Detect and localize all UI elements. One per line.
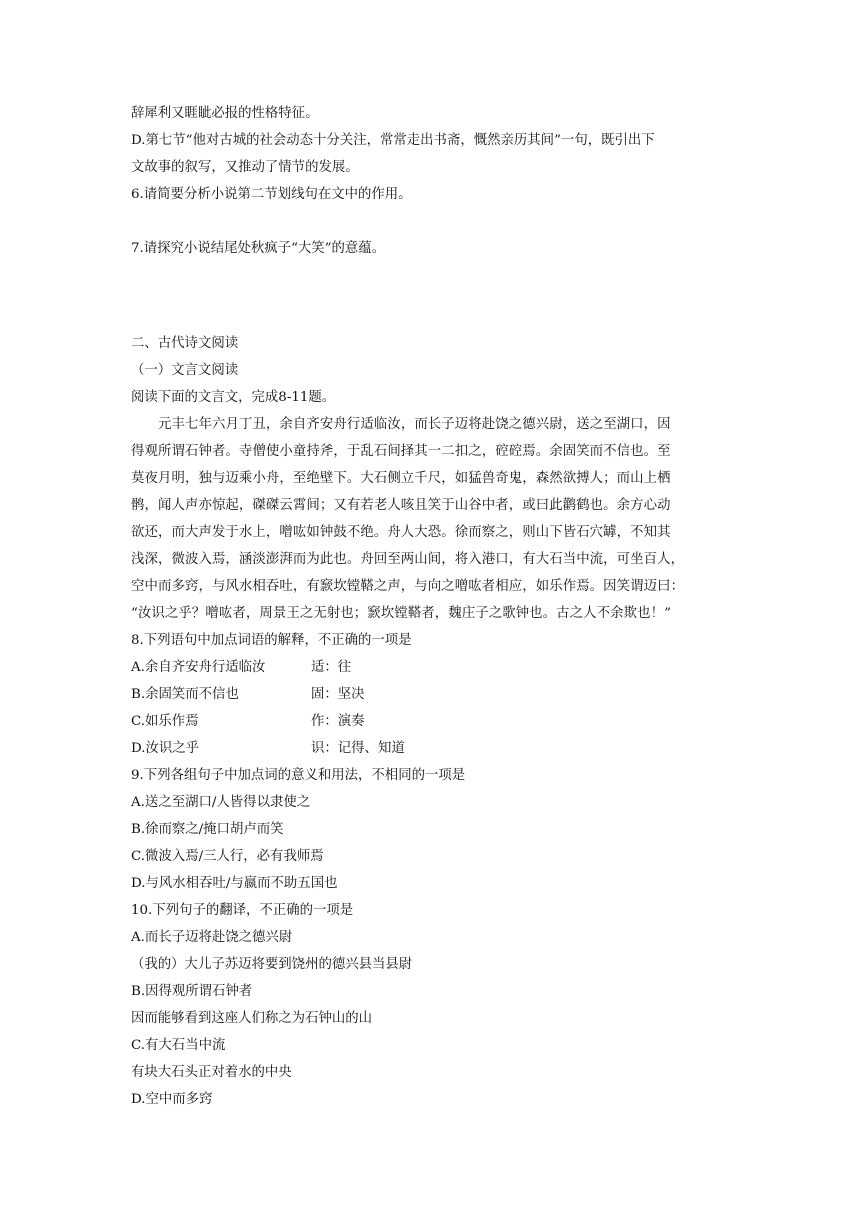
- passage-line: 欲还，而大声发于水上，噌吰如钟鼓不绝。舟人大恐。徐而察之，则山下皆石穴罅，不知其: [131, 525, 671, 540]
- option-sentence: C.如乐作焉: [131, 714, 199, 729]
- question-9-option: B.徐而察之/掩口胡卢而笑: [131, 822, 284, 837]
- question-8-option: [131, 681, 737, 708]
- question-9-option: C.微波入焉/三人行，必有我师焉: [131, 849, 324, 864]
- document-page: [131, 100, 737, 1113]
- text-line: 文故事的叙写，又推动了情节的发展。: [131, 160, 359, 175]
- question-10-line: B.因得观所谓石钟者: [131, 984, 253, 999]
- passage-line: 元丰七年六月丁丑，余自齐安舟行适临汝，而长子迈将赴饶之德兴尉，送之至湖口，因: [158, 417, 671, 432]
- option-sentence: B.余固笑而不信也: [131, 687, 239, 702]
- question-8-option: [131, 654, 737, 681]
- section-intro: 阅读下面的文言文，完成8-11题。: [131, 390, 336, 405]
- question-10-stem: 10.下列句子的翻译，不正确的一项是: [131, 903, 354, 918]
- question-8-option: [131, 708, 737, 735]
- section-subtitle: （一）文言文阅读: [131, 363, 239, 378]
- question-9-option: A.送之至湖口/人皆得以隶使之: [131, 795, 311, 810]
- text-line: 辞犀利又睚眦必报的性格特征。: [131, 106, 319, 121]
- option-gloss: 识：记得、知道: [311, 741, 405, 756]
- passage-line: 莫夜月明，独与迈乘小舟，至绝壁下。大石侧立千尺，如猛兽奇鬼，森然欲搏人；而山上栖: [131, 471, 671, 486]
- option-gloss: 适：往: [311, 660, 352, 675]
- question-10-line: 因而能够看到这座人们称之为石钟山的山: [131, 1011, 373, 1026]
- option-gloss: 固：坚决: [311, 687, 365, 702]
- question-10-line: D.空中而多窍: [131, 1092, 213, 1107]
- question-8-stem: 8.下列语句中加点词语的解释，不正确的一项是: [131, 633, 412, 648]
- passage-line: 浅深，微波入焉，涵淡澎湃而为此也。舟回至两山间，将入港口，有大石当中流，可坐百人，: [131, 552, 685, 567]
- passage-line: “汝识之乎？噌吰者，周景王之无射也；窾坎镗鞳者，魏庄子之歌钟也。古之人不余欺也！”: [131, 606, 672, 621]
- section-title: 二、古代诗文阅读: [131, 336, 239, 351]
- passage-line: 空中而多窍，与风水相吞吐，有窾坎镗鞳之声，与向之噌吰者相应，如乐作焉。因笑谓迈曰：: [131, 579, 685, 594]
- question-10-line: 有块大石头正对着水的中央: [131, 1065, 292, 1080]
- question-10-line: C.有大石当中流: [131, 1038, 226, 1053]
- option-gloss: 作：演奏: [311, 714, 365, 729]
- option-sentence: D.汝识之乎: [131, 741, 200, 756]
- passage-line: 鹘，闻人声亦惊起，磔磔云霄间；又有若老人咳且笑于山谷中者，或曰此鹳鹤也。余方心动: [131, 498, 671, 513]
- question-6: 6.请简要分析小说第二节划线句在文中的作用。: [131, 187, 412, 202]
- question-9-option: D.与风水相吞吐/与嬴而不助五国也: [131, 876, 338, 891]
- passage-line: 得观所谓石钟者。寺僧使小童持斧，于乱石间择其一二扣之，硿硿焉。余固笑而不信也。至: [131, 444, 671, 459]
- question-10-line: A.而长子迈将赴饶之德兴尉: [131, 930, 293, 945]
- question-7: 7.请探究小说结尾处秋疯子“大笑”的意蕴。: [131, 241, 386, 256]
- option-sentence: A.余自齐安舟行适临汝: [131, 660, 266, 675]
- classical-passage: [131, 411, 737, 627]
- text-line: D.第七节“他对古城的社会动态十分关注，常常走出书斋，慨然亲历其间”一句，既引出下: [131, 133, 655, 148]
- question-8-option: [131, 735, 737, 762]
- question-10-line: （我的）大儿子苏迈将要到饶州的德兴县当县尉: [131, 957, 413, 972]
- question-9-stem: 9.下列各组句子中加点词的意义和用法，不相同的一项是: [131, 768, 466, 783]
